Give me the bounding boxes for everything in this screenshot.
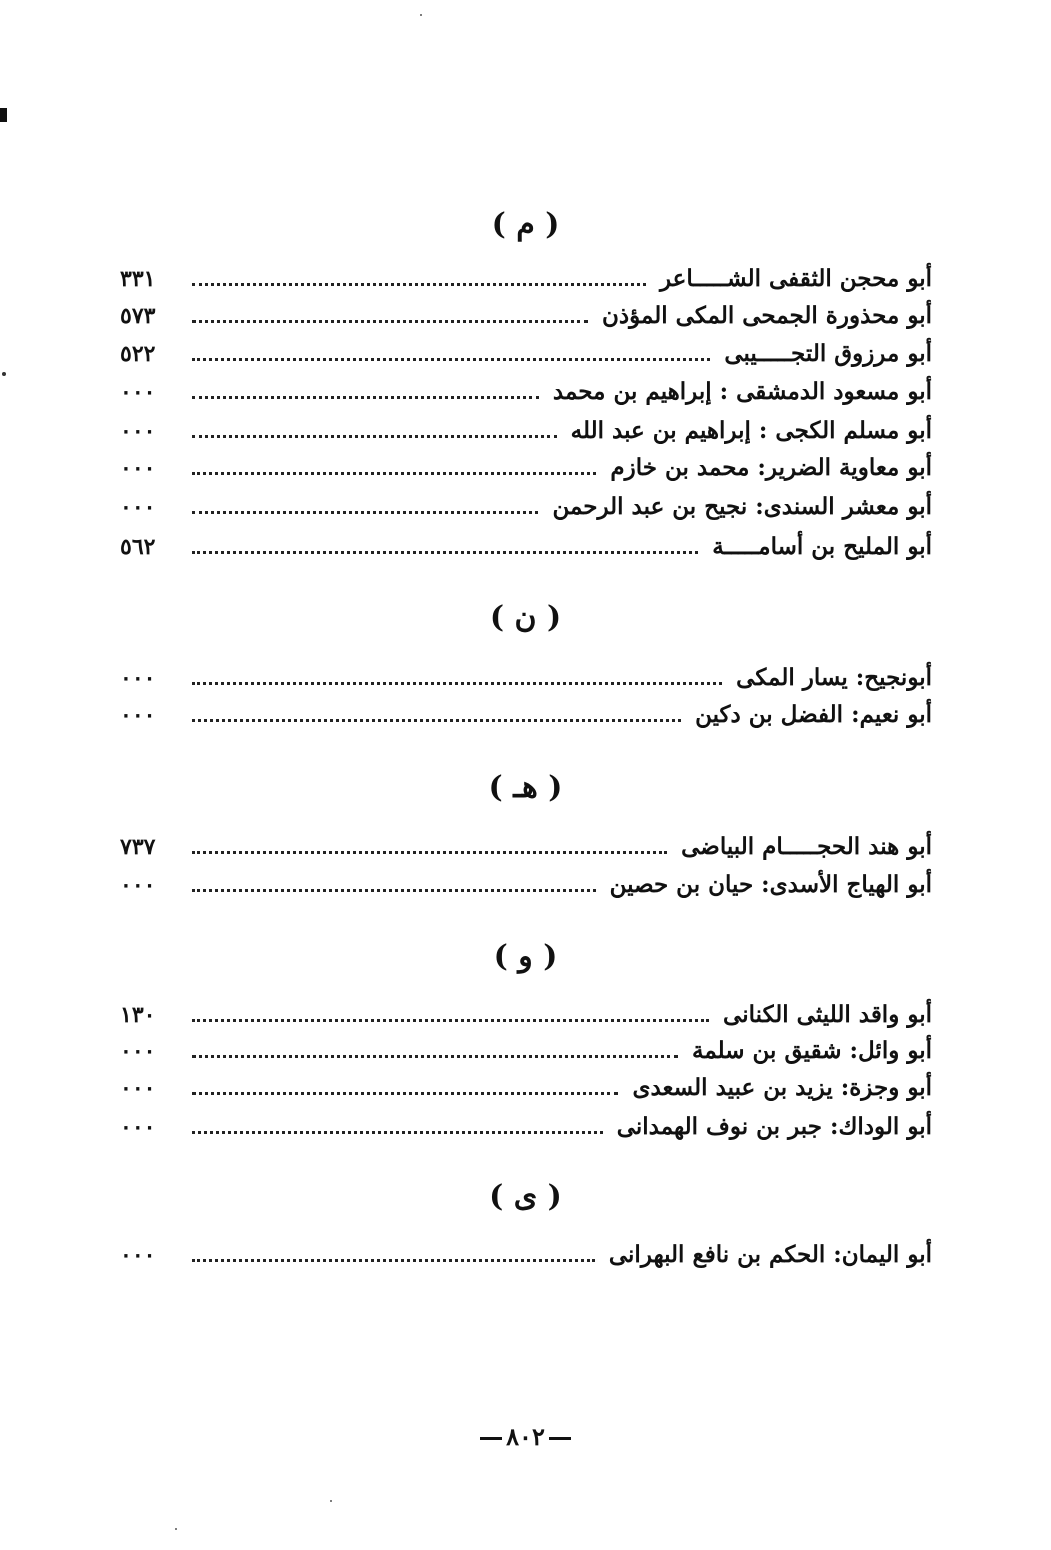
section-letter: ( ن ) [489, 600, 562, 635]
entry-page-number: ٠٠٠ [120, 665, 156, 691]
dot-leader [192, 889, 596, 892]
entry-name: أبو المليح بن أسامـــــة [712, 533, 932, 560]
dot-leader [192, 358, 710, 361]
index-entry [120, 998, 932, 1032]
entry-page-number: ٠٠٠ [120, 1242, 156, 1268]
entry-name: أبو مسلم الكجى : إبراهيم بن عبد الله [570, 417, 932, 444]
entry-name: أبو معاوية الضرير: محمد بن خازم [610, 454, 932, 481]
index-entry [120, 451, 932, 485]
dot-leader [192, 472, 596, 475]
entry-name: أبو محجن الثقفى الشـــــاعر [659, 265, 932, 292]
entry-name: أبو نعيم: الفضل بن دكين [695, 701, 932, 728]
scan-edge-speck [2, 372, 6, 376]
section-header-ya [0, 1177, 1051, 1217]
dot-leader [192, 511, 538, 514]
scan-speck [175, 1528, 177, 1530]
entry-page-number: ٣٣١ [120, 266, 156, 292]
index-entry [120, 1071, 932, 1105]
entry-page-number: ٠٠٠ [120, 872, 156, 898]
index-entry [120, 490, 932, 524]
page-footer [0, 1420, 1051, 1454]
section-header-noon [0, 598, 1051, 638]
entry-name: أبو محذورة الجمحى المكى المؤذن [601, 302, 932, 329]
section-header-waw [0, 937, 1051, 977]
entry-page-number: ٠٠٠ [120, 1075, 156, 1101]
section-letter: ( م ) [491, 207, 560, 242]
entry-page-number: ٥٢٢ [120, 341, 156, 367]
dot-leader [192, 1019, 709, 1022]
section-letter: ( ى ) [489, 1179, 562, 1214]
index-entry [120, 1110, 932, 1144]
entry-page-number: ٠٠٠ [120, 1038, 156, 1064]
entry-page-number: ٠٠٠ [120, 379, 156, 405]
index-entry [120, 830, 932, 864]
entry-page-number: ٥٦٢ [120, 534, 156, 560]
index-entry [120, 1238, 932, 1272]
index-entry [120, 698, 932, 732]
index-entry [120, 868, 932, 902]
dot-leader [192, 1131, 603, 1134]
entry-name: أبو الوداك: جبر بن نوف الهمدانى [616, 1113, 932, 1140]
entry-page-number: ٧٣٧ [120, 834, 156, 860]
entry-name: أبو واقد الليثى الكنانى [723, 1001, 932, 1028]
section-header-ha [0, 768, 1051, 808]
scan-speck [420, 14, 422, 16]
dot-leader [192, 1259, 595, 1262]
entry-page-number: ٠٠٠ [120, 1114, 156, 1140]
entry-page-number: ١٣٠ [120, 1002, 156, 1028]
footer-dash [480, 1437, 502, 1440]
entry-page-number: ٠٠٠ [120, 418, 156, 444]
dot-leader [192, 851, 667, 854]
section-header-meem [0, 205, 1051, 245]
footer-dash [549, 1437, 571, 1440]
dot-leader [192, 320, 588, 323]
dot-leader [192, 719, 681, 722]
index-entry [120, 414, 932, 448]
entry-name: أبو اليمان: الحكم بن نافع البهرانى [608, 1241, 932, 1268]
dot-leader [192, 435, 557, 438]
entry-name: أبو وجزة: يزيد بن عبيد السعدى [632, 1074, 932, 1101]
index-entry [120, 299, 932, 333]
dot-leader [192, 551, 698, 554]
scan-speck [330, 1500, 332, 1502]
entry-name: أبونجيح: يسار المكى [736, 664, 932, 691]
index-entry [120, 1034, 932, 1068]
scan-edge-mark [0, 108, 7, 122]
index-entry [120, 530, 932, 564]
dot-leader [192, 396, 539, 399]
entry-name: أبو معشر السندى: نجيح بن عبد الرحمن [552, 493, 932, 520]
dot-leader [192, 682, 722, 685]
index-entry [120, 337, 932, 371]
index-entry [120, 262, 932, 296]
section-letter: ( و ) [493, 939, 558, 974]
entry-page-number: ٠٠٠ [120, 494, 156, 520]
index-entry [120, 375, 932, 409]
entry-name: أبو مرزوق التجـــــيبى [724, 340, 932, 367]
dot-leader [192, 1055, 678, 1058]
entry-name: أبو الهياج الأسدى: حيان بن حصين [609, 871, 932, 898]
entry-page-number: ٠٠٠ [120, 702, 156, 728]
entry-name: أبو مسعود الدمشقى : إبراهيم بن محمد [552, 378, 932, 405]
entry-name: أبو وائل: شقيق بن سلمة [692, 1037, 932, 1064]
section-letter: ( هـ ) [488, 770, 563, 805]
page-number: ٨٠٢ [506, 1422, 545, 1451]
entry-page-number: ٠٠٠ [120, 455, 156, 481]
dot-leader [192, 283, 646, 286]
dot-leader [192, 1092, 618, 1095]
index-entry [120, 661, 932, 695]
entry-name: أبو هند الحجـــــام البياضى [681, 833, 932, 860]
entry-page-number: ٥٧٣ [120, 303, 156, 329]
